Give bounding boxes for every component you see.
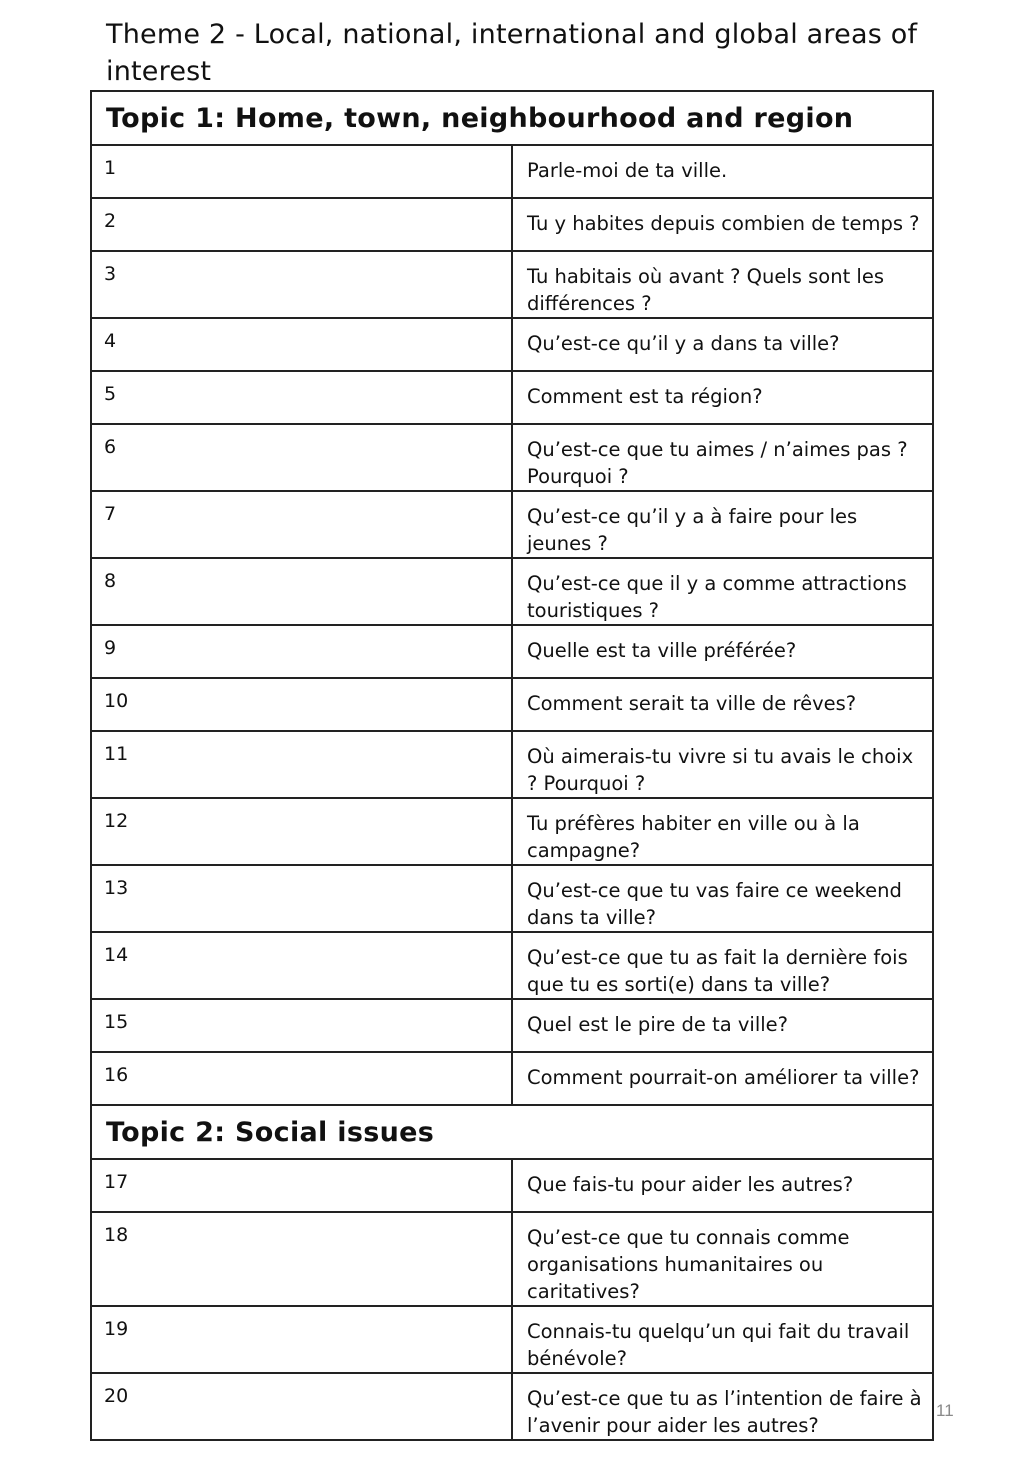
table-row bbox=[91, 1159, 933, 1212]
question-text: Qu’est-ce qu’il y a à faire pour les jeunes ? bbox=[512, 491, 933, 558]
question-number: 13 bbox=[91, 865, 512, 932]
question-number: 9 bbox=[91, 625, 512, 678]
table-row bbox=[91, 865, 933, 932]
question-number: 5 bbox=[91, 371, 512, 424]
table-row bbox=[91, 198, 933, 251]
table-row bbox=[91, 798, 933, 865]
table-row bbox=[91, 424, 933, 491]
question-text: Qu’est-ce que tu connais comme organisations humanitaires ou caritatives? bbox=[512, 1212, 933, 1306]
table-row bbox=[91, 145, 933, 198]
table-row bbox=[91, 625, 933, 678]
question-text: Qu’est-ce que tu vas faire ce weekend dans ta ville? bbox=[512, 865, 933, 932]
theme-title: Theme 2 - Local, national, international and global areas of interest bbox=[106, 19, 918, 87]
question-text: Tu y habites depuis combien de temps ? bbox=[512, 198, 933, 251]
question-number: 6 bbox=[91, 424, 512, 491]
question-number: 19 bbox=[91, 1306, 512, 1373]
question-number: 2 bbox=[91, 198, 512, 251]
question-number: 12 bbox=[91, 798, 512, 865]
question-number: 11 bbox=[91, 731, 512, 798]
question-text: Qu’est-ce que il y a comme attractions touristiques ? bbox=[512, 558, 933, 625]
table-row bbox=[91, 371, 933, 424]
table-row bbox=[91, 1212, 933, 1306]
question-number: 15 bbox=[91, 999, 512, 1052]
question-number: 3 bbox=[91, 251, 512, 318]
question-text: Tu préfères habiter en ville ou à la campagne? bbox=[512, 798, 933, 865]
topic-title: Topic 1: Home, town, neighbourhood and region bbox=[91, 91, 933, 145]
topic-title: Topic 2: Social issues bbox=[91, 1105, 933, 1159]
table-row bbox=[91, 999, 933, 1052]
question-text: Qu’est-ce qu’il y a dans ta ville? bbox=[512, 318, 933, 371]
question-number: 10 bbox=[91, 678, 512, 731]
table-row bbox=[91, 491, 933, 558]
question-number: 18 bbox=[91, 1212, 512, 1306]
table-row bbox=[91, 1306, 933, 1373]
question-text: Que fais-tu pour aider les autres? bbox=[512, 1159, 933, 1212]
question-number: 14 bbox=[91, 932, 512, 999]
question-text: Connais-tu quelqu’un qui fait du travail bénévole? bbox=[512, 1306, 933, 1373]
question-number: 17 bbox=[91, 1159, 512, 1212]
question-text: Tu habitais où avant ? Quels sont les différences ? bbox=[512, 251, 933, 318]
topic-header-row bbox=[91, 1105, 933, 1159]
table-row bbox=[91, 932, 933, 999]
topic-header-row bbox=[91, 91, 933, 145]
table-row bbox=[91, 731, 933, 798]
question-text: Parle-moi de ta ville. bbox=[512, 145, 933, 198]
question-number: 1 bbox=[91, 145, 512, 198]
page-number: 11 bbox=[936, 1401, 954, 1420]
table-row bbox=[91, 678, 933, 731]
table-row bbox=[91, 251, 933, 318]
table-row bbox=[91, 558, 933, 625]
question-number: 8 bbox=[91, 558, 512, 625]
table-row bbox=[91, 318, 933, 371]
table-row bbox=[91, 1373, 933, 1440]
question-number: 7 bbox=[91, 491, 512, 558]
question-text: Où aimerais-tu vivre si tu avais le choix ? Pourquoi ? bbox=[512, 731, 933, 798]
question-text: Qu’est-ce que tu aimes / n’aimes pas ? Pourquoi ? bbox=[512, 424, 933, 491]
question-text: Comment est ta région? bbox=[512, 371, 933, 424]
table-row bbox=[91, 1052, 933, 1105]
question-text: Comment serait ta ville de rêves? bbox=[512, 678, 933, 731]
question-text: Comment pourrait-on améliorer ta ville? bbox=[512, 1052, 933, 1105]
question-text: Qu’est-ce que tu as fait la dernière fois que tu es sorti(e) dans ta ville? bbox=[512, 932, 933, 999]
question-text: Quel est le pire de ta ville? bbox=[512, 999, 933, 1052]
questions-table bbox=[90, 90, 934, 1441]
question-number: 20 bbox=[91, 1373, 512, 1440]
question-number: 4 bbox=[91, 318, 512, 371]
question-text: Quelle est ta ville préférée? bbox=[512, 625, 933, 678]
question-text: Qu’est-ce que tu as l’intention de faire à l’avenir pour aider les autres? bbox=[512, 1373, 933, 1440]
question-number: 16 bbox=[91, 1052, 512, 1105]
